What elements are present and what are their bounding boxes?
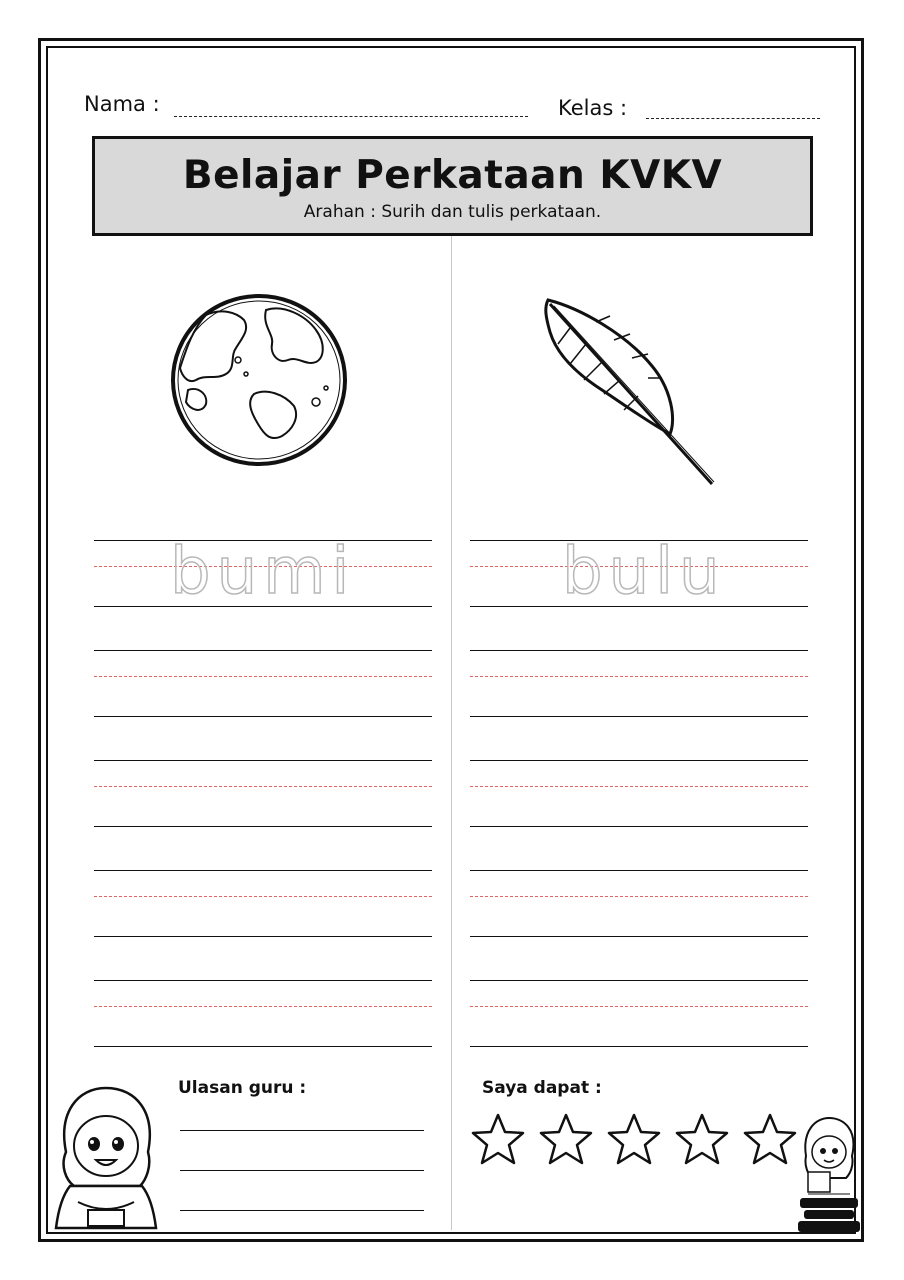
comment-line[interactable] [180, 1170, 424, 1171]
class-label: Kelas : [558, 96, 628, 120]
feather-icon [540, 294, 720, 490]
class-field [558, 96, 828, 126]
class-input-line[interactable] [646, 118, 820, 119]
teacher-comment-label: Ulasan guru : [178, 1078, 307, 1098]
star-icon[interactable] [674, 1112, 730, 1168]
star-rating[interactable] [470, 1112, 798, 1168]
trace-word-left: bumi [170, 535, 356, 609]
column-divider [451, 236, 452, 1230]
name-input-line[interactable] [174, 116, 528, 117]
comment-line[interactable] [180, 1130, 424, 1131]
writing-area-right[interactable] [470, 536, 810, 1056]
name-label: Nama : [84, 92, 160, 116]
rating-label: Saya dapat : [482, 1078, 602, 1098]
girl-mascot-icon [48, 1082, 164, 1232]
star-icon[interactable] [742, 1112, 798, 1168]
comment-line[interactable] [180, 1210, 424, 1211]
globe-icon [166, 290, 352, 470]
title-box [92, 136, 813, 236]
star-icon[interactable] [606, 1112, 662, 1168]
star-icon[interactable] [538, 1112, 594, 1168]
page-title: Belajar Perkataan KVKV [182, 153, 723, 198]
star-icon[interactable] [470, 1112, 526, 1168]
trace-word-right: bulu [562, 535, 726, 609]
name-field [84, 92, 534, 122]
writing-area-left[interactable] [94, 536, 434, 1056]
instruction-text: Arahan : Surih dan tulis perkataan. [303, 202, 602, 222]
brand-mascot-icon [796, 1116, 862, 1234]
